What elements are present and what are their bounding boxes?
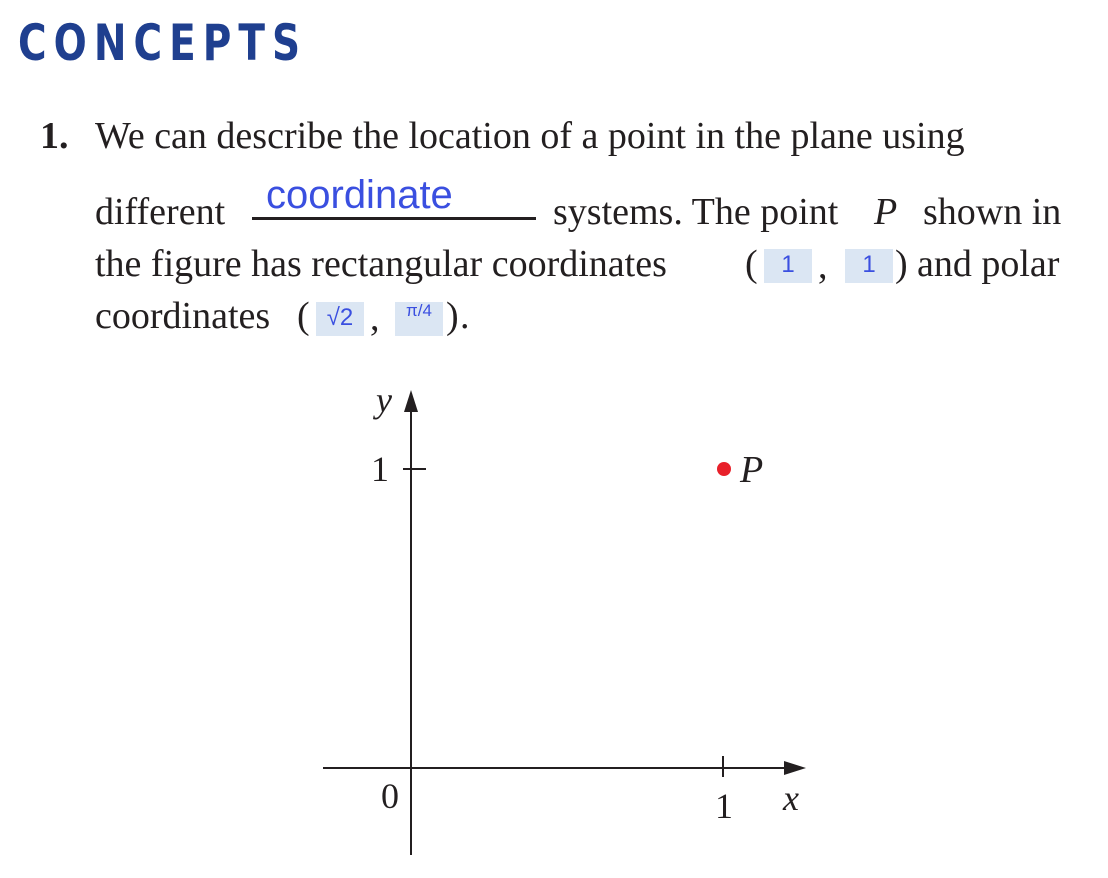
question-line-2-end: shown in bbox=[923, 191, 1062, 233]
answer-box-polar-r: √2 bbox=[316, 302, 364, 336]
question-line-3-after: and polar bbox=[917, 243, 1060, 285]
close-paren: ) bbox=[446, 295, 459, 337]
point-p-marker bbox=[717, 462, 731, 476]
open-paren: ( bbox=[297, 295, 310, 337]
origin-label: 0 bbox=[381, 776, 399, 816]
y-tick-label: 1 bbox=[371, 449, 389, 489]
section-heading: CONCEPTS bbox=[18, 14, 308, 72]
question-line-4-before: coordinates bbox=[95, 295, 271, 337]
comma: , bbox=[370, 297, 380, 339]
question-line-3-before: the figure has rectangular coordinates bbox=[95, 243, 667, 285]
handwritten-answer-coordinate: coordinate bbox=[266, 173, 453, 217]
comma: , bbox=[818, 245, 828, 287]
answer-box-rect-y: 1 bbox=[845, 249, 893, 283]
point-variable: P bbox=[874, 191, 898, 233]
question-line-4-after: . bbox=[460, 295, 470, 337]
question-number: 1. bbox=[40, 115, 69, 157]
question-line-1: We can describe the location of a point in the plane using bbox=[95, 115, 965, 157]
answer-box-polar-theta: π/4 bbox=[395, 302, 443, 336]
y-axis-arrowhead bbox=[404, 390, 418, 412]
close-paren: ) bbox=[895, 243, 908, 285]
y-axis-label: y bbox=[376, 380, 392, 420]
question-line-2-after: systems. The point bbox=[553, 191, 839, 233]
x-axis-label: x bbox=[783, 778, 799, 818]
open-paren: ( bbox=[745, 243, 758, 285]
point-p-label: P bbox=[740, 449, 764, 491]
answer-box-rect-x: 1 bbox=[764, 249, 812, 283]
x-axis-arrowhead bbox=[784, 761, 806, 775]
question-line-2-before: different bbox=[95, 191, 226, 233]
x-tick-label: 1 bbox=[715, 786, 733, 826]
